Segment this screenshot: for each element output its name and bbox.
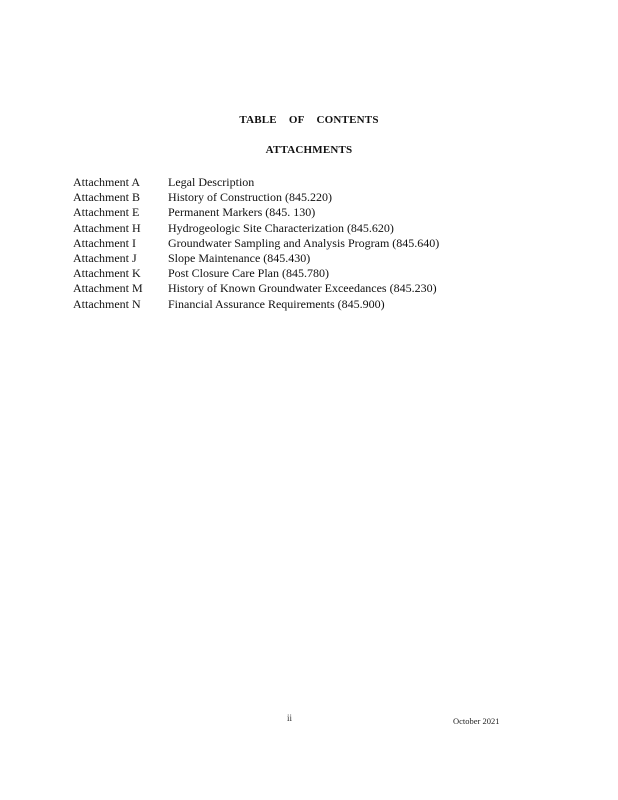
- heading-word-of: OF: [288, 114, 305, 126]
- attachment-label: Attachment E: [73, 205, 140, 220]
- attachment-label: Attachment B: [73, 190, 140, 205]
- attachment-row-k: [73, 266, 553, 281]
- attachment-row-i: [73, 236, 553, 251]
- attachment-title: Permanent Markers (845. 130): [168, 205, 316, 220]
- attachment-label: Attachment M: [73, 281, 143, 296]
- attachment-title: History of Known Groundwater Exceedances (845.230): [168, 281, 437, 296]
- table-of-contents-heading: [0, 114, 618, 126]
- attachment-title: Financial Assurance Requirements (845.900): [168, 296, 385, 311]
- attachment-title: Hydrogeologic Site Characterization (845.620): [168, 220, 394, 235]
- heading-word-contents: CONTENTS: [316, 114, 379, 126]
- attachment-label: Attachment A: [73, 175, 140, 189]
- attachment-row-n: [73, 297, 553, 312]
- attachment-title: History of Construction (845.220): [168, 190, 332, 205]
- attachment-row-m: [73, 281, 553, 296]
- attachment-row-b: [73, 190, 553, 205]
- attachment-row-e: [73, 205, 553, 220]
- attachments-list: [73, 175, 553, 312]
- attachment-label: Attachment N: [73, 296, 141, 311]
- attachment-title: Post Closure Care Plan (845.780): [168, 266, 329, 281]
- footer-page-number: ii: [287, 713, 293, 723]
- attachment-label: Attachment I: [73, 235, 136, 250]
- attachments-heading: ATTACHMENTS: [265, 144, 353, 156]
- attachment-row-h: [73, 221, 553, 236]
- attachment-label: Attachment K: [73, 266, 141, 281]
- footer-date: October 2021: [453, 716, 500, 726]
- attachment-row-j: [73, 251, 553, 266]
- attachment-title: Slope Maintenance (845.430): [168, 250, 311, 265]
- attachment-title: Legal Description: [168, 175, 255, 189]
- attachment-title: Groundwater Sampling and Analysis Program (845.640): [168, 235, 440, 250]
- heading-word-table: TABLE: [239, 114, 277, 126]
- attachment-label: Attachment J: [73, 250, 137, 265]
- attachment-row-a: [73, 175, 553, 190]
- attachment-label: Attachment H: [73, 220, 141, 235]
